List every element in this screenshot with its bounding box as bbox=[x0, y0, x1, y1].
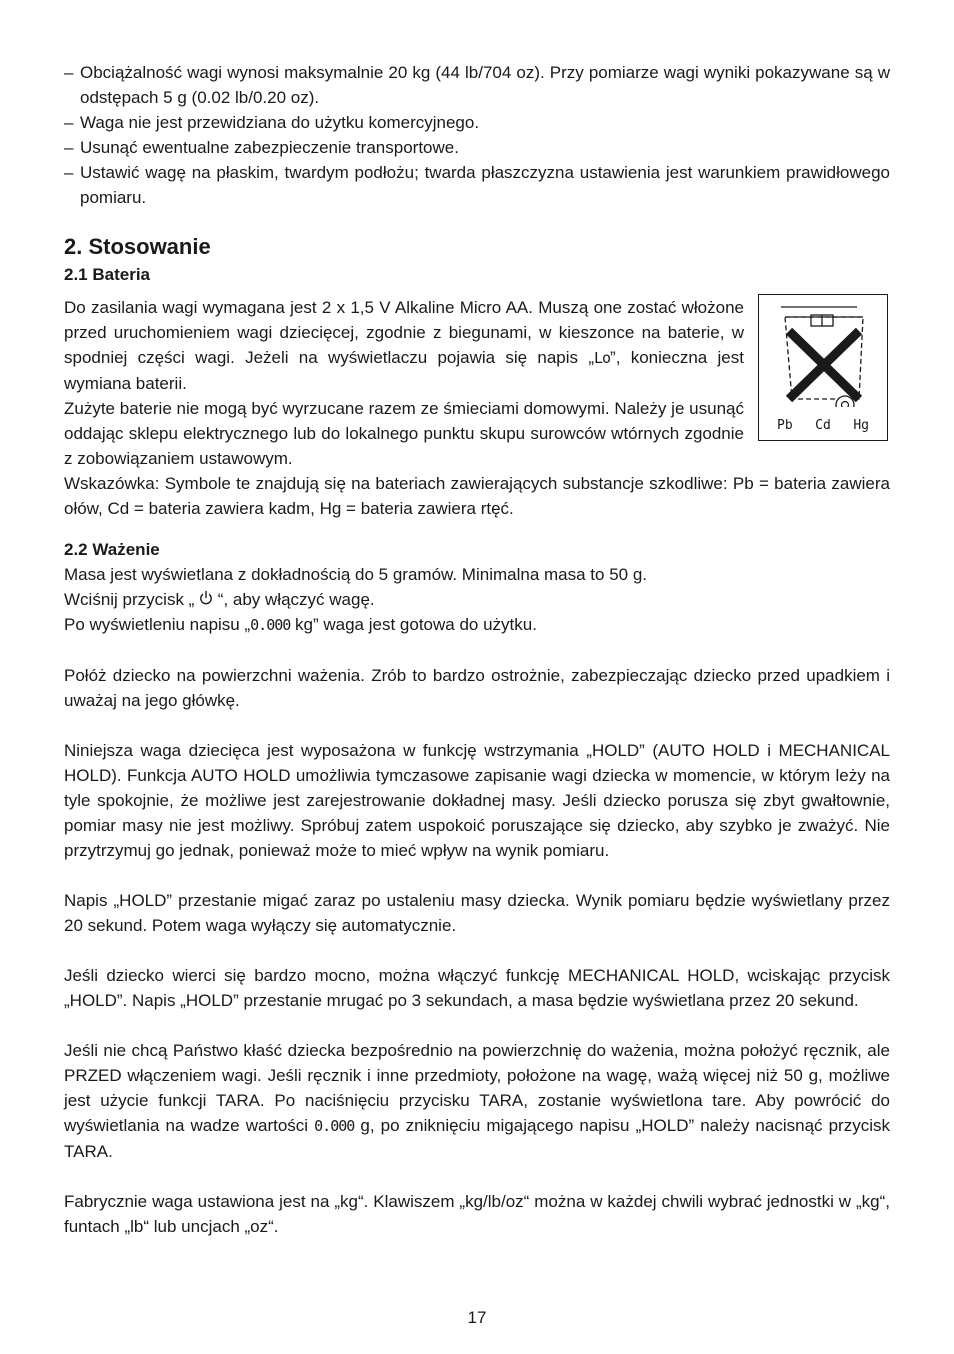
intro-item-capacity: – Obciążalność wagi wynosi maksymalnie 20 kg (44 lb/704 oz). Przy pomiarze wagi wyniki pokazywane są w odstępach 5 g (0.02 lb/0.20 oz). bbox=[64, 60, 890, 110]
battery-disposal-symbol bbox=[758, 294, 888, 441]
battery-paragraph-1: Do zasilania wagi wymagana jest 2 x 1,5 V Alkaline Micro AA. Muszą one zostać włożone przed uruchomieniem wagi dziecięcej, zgodnie z biegunami, w kieszonce na baterie, w spodniej części wagi. Jeżeli na wyświetlaczu pojawia się napis „Lo”, konieczna jest wymiana baterii. bbox=[64, 298, 744, 393]
weighing-line-ready: Po wyświetleniu napisu „0.000 kg” waga jest gotowa do użytku. bbox=[64, 615, 537, 634]
crossed-out-wheelie-bin-icon bbox=[759, 295, 886, 407]
weighing-section bbox=[64, 562, 890, 1239]
page-number: 17 bbox=[467, 1308, 487, 1327]
weighing-line-power: Wciśnij przycisk „ “, aby włączyć wagę. bbox=[64, 590, 375, 609]
weighing-paragraph-child: Połóż dziecko na powierzchni ważenia. Zrób to bardzo ostrożnie, zabezpieczając dziecko przed upadkiem i uważaj na jego główkę. bbox=[64, 666, 890, 710]
battery-heading: 2.1 Bateria bbox=[64, 265, 150, 284]
weighing-paragraph-tara: Jeśli nie chcą Państwo kłaść dziecka bezpośrednio na powierzchnię do ważenia, można położyć ręcznik, ale PRZED włączeniem wagi. Jeśli ręcznik i inne przedmioty, położone na wagę, ważą więcej niż 50 g, możliwe jest użycie funkcji TARA. Po naciśnięciu przycisku TARA, zostanie wyświetlona tare. Aby powrócić do wyświetlania na wadze wartości 0.000 g, po zniknięciu migającego napisu „HOLD” należy nacisnąć przycisk TARA. bbox=[64, 1041, 890, 1161]
weighing-paragraph-units: Fabrycznie waga ustawiona jest na „kg“. Klawiszem „kg/lb/oz“ można w każdej chwili wybrać jednostki w „kg“, funtach „lb“ lub uncjach „oz“. bbox=[64, 1192, 890, 1236]
intro-item-flat-surface: – Ustawić wagę na płaskim, twardym podłożu; twarda płaszczyzna ustawienia jest warunkiem prawidłowego pomiaru. bbox=[64, 160, 890, 210]
weighing-paragraph-mechanical: Jeśli dziecko wierci się bardzo mocno, można włączyć funkcję MECHANICAL HOLD, wciskając przycisk „HOLD”. Napis „HOLD” przestanie mrugać po 3 sekundach, a masa będzie wyświetlana przez 20 sekund. bbox=[64, 966, 890, 1010]
weighing-heading: 2.2 Ważenie bbox=[64, 540, 160, 559]
weighing-paragraph-hold-stop: Napis „HOLD” przestanie migać zaraz po ustaleniu masy dziecka. Wynik pomiaru będzie wyświetlany przez 20 sekund. Potem waga wyłączy się automatycznie. bbox=[64, 891, 890, 935]
power-icon bbox=[199, 590, 213, 606]
lcd-zero-display-tara: 0.000 bbox=[314, 1117, 355, 1135]
weighing-paragraph-hold: Niniejsza waga dziecięca jest wyposażona w funkcję wstrzymania „HOLD” (AUTO HOLD i MECHANICAL HOLD). Funkcja AUTO HOLD umożliwia tymczasowe zapisanie wagi dziecka w momencie, w którym leży na tyle spokojnie, że możliwe jest zarejestrowanie dokładnej masy. Jeśli dziecko porusza się zbyt gwałtownie, pomiar masy nie jest możliwy. Spróbuj zatem uspokoić poruszające się dziecko, aby szybko je zważyć. Nie przytrzymuj go jednak, ponieważ może to mieć wpływ na wynik pomiaru. bbox=[64, 741, 890, 860]
intro-item-transport: – Usunąć ewentualne zabezpieczenie transportowe. bbox=[64, 135, 890, 160]
intro-item-noncommercial: – Waga nie jest przewidziana do użytku komercyjnego. bbox=[64, 110, 890, 135]
section-title: 2. Stosowanie bbox=[64, 234, 211, 259]
lcd-lo-indicator: Lo bbox=[593, 349, 611, 367]
label-hg: Hg bbox=[853, 418, 869, 433]
lcd-zero-display: 0.000 bbox=[250, 616, 291, 634]
weighing-line-precision: Masa jest wyświetlana z dokładnością do 5 gramów. Minimalna masa to 50 g. bbox=[64, 565, 648, 584]
document-page bbox=[64, 60, 890, 1239]
battery-paragraph-3: Wskazówka: Symbole te znajdują się na bateriach zawierających substancje szkodliwe: Pb = bateria zawiera ołów, Cd = bateria zawiera kadm, Hg = bateria zawiera rtęć. bbox=[64, 474, 890, 518]
battery-paragraph-2: Zużyte baterie nie mogą być wyrzucane razem ze śmieciami domowymi. Należy je usunąć oddając sklepu elektrycznego lub do lokalnego punktu skupu surowców wtórnych zgodnie z zobowiązaniem ustawowym. bbox=[64, 399, 744, 468]
label-cd: Cd bbox=[815, 418, 831, 433]
label-pb: Pb bbox=[777, 418, 793, 433]
battery-symbol-labels bbox=[777, 418, 869, 434]
